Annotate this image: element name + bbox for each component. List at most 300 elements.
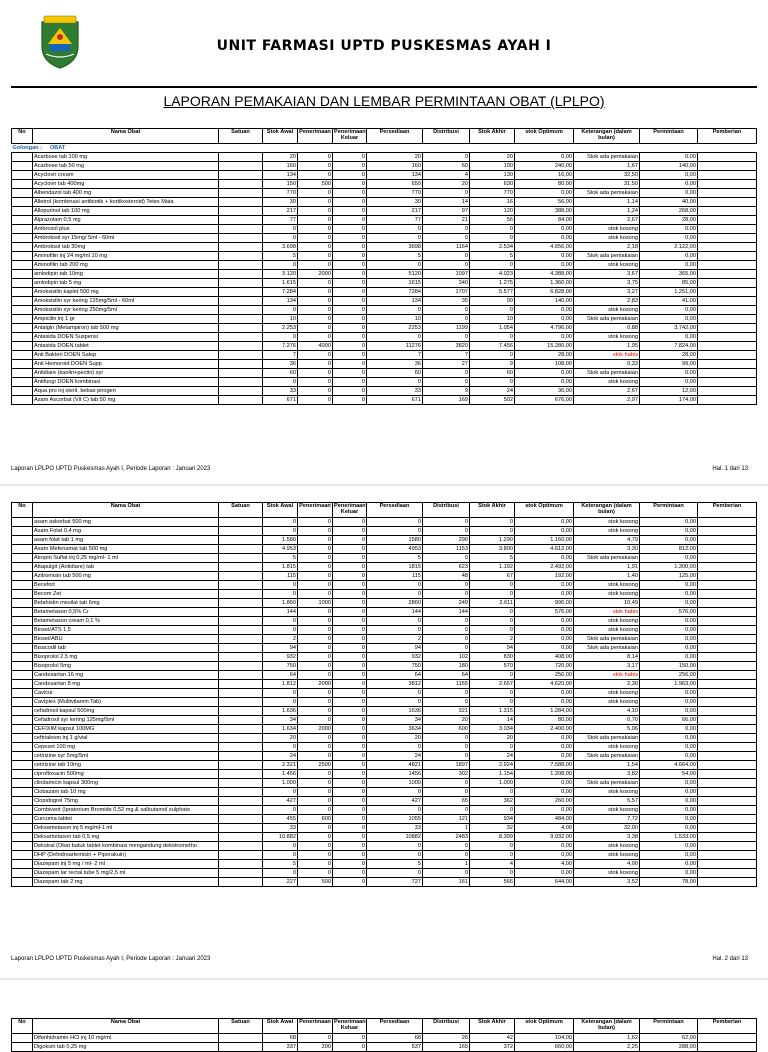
table-cell: 0,00 [640,261,698,270]
table-cell: Diazepam inj 5 mg / ml- 2 ml [33,860,219,869]
table-cell: 0 [333,396,367,405]
table-cell: 0 [333,243,367,252]
table-cell [698,333,757,342]
table-cell [219,725,263,734]
footer-right-page-2: Hal. 2 dari 13 [712,956,748,962]
table-cell: 0 [333,680,367,689]
table-cell: 770 [263,189,298,198]
table-cell: 1,67 [574,162,640,171]
table-cell: 115 [263,572,298,581]
table-cell: 0 [367,743,423,752]
table-cell: 0 [298,743,333,752]
table-cell: Asam Folat 0,4 mg [33,527,219,536]
table-row [12,396,757,405]
table-cell: 0 [333,554,367,563]
table-cell: 0 [333,333,367,342]
table-cell: stok kosong [574,234,640,243]
table-cell: 576,00 [515,608,574,617]
footer-left-page-2: Laporan LPLPO UPTD Puskesmas Ayah I, Periode Laporan : Januari 2023 [11,956,211,962]
table-cell: 0 [333,279,367,288]
table-cell [698,369,757,378]
table-cell: 0 [333,653,367,662]
table-cell: Acarbose tab 50 mg [33,162,219,171]
table-cell: 140,00 [515,297,574,306]
table-cell: 0,00 [640,752,698,761]
table-cell: 42 [470,1034,515,1043]
table-cell: 0 [423,369,470,378]
table-row [12,626,757,635]
column-header: Distribusi [423,129,470,144]
table-cell: 2253 [367,324,423,333]
table-cell [698,644,757,653]
table-cell [219,752,263,761]
table-cell: 2.122,00 [640,243,698,252]
table-cell [698,527,757,536]
table-cell: 0 [423,617,470,626]
table-row [12,869,757,878]
table-cell: 0,00 [640,306,698,315]
table-cell [698,279,757,288]
table-cell: 0 [298,635,333,644]
table-cell: 0 [470,689,515,698]
table-cell: 0 [333,536,367,545]
table-cell: 0 [367,378,423,387]
table-cell: 0 [333,1043,367,1052]
table-cell: 0 [333,545,367,554]
table-cell: 4,00 [515,824,574,833]
table-cell [219,378,263,387]
table-cell [12,797,33,806]
table-cell [12,698,33,707]
table-cell [12,869,33,878]
table-cell [219,225,263,234]
table-cell: 5 [470,554,515,563]
table-cell: 0 [423,869,470,878]
column-header: Permintaan [640,129,698,144]
table-cell: 150 [263,180,298,189]
table-cell [219,824,263,833]
table-cell: 4.620,00 [515,680,574,689]
table-cell [12,315,33,324]
table-cell: 0,00 [640,378,698,387]
table-cell: 0 [470,788,515,797]
table-cell [12,1034,33,1043]
page-separator [0,484,768,486]
table-row [12,590,757,599]
table-cell: 1155 [423,680,470,689]
table-cell: Asam Mefenamat tab 500 mg [33,545,219,554]
table-cell: 4.656,00 [515,243,574,252]
table-cell: 0,00 [640,779,698,788]
table-cell [12,171,33,180]
table-cell: 28,00 [640,351,698,360]
column-header: Persediaan [367,129,423,144]
footer-left-page-1: Laporan LPLPO UPTD Puskesmas Ayah I, Periode Laporan : Januari 2023 [11,466,211,472]
table-cell: 240,00 [515,162,574,171]
table-cell: 1.275 [470,279,515,288]
table-cell [698,608,757,617]
table-row [12,635,757,644]
table-cell: 33 [367,824,423,833]
table-cell [219,234,263,243]
table-cell: 0 [423,851,470,860]
table-cell [12,207,33,216]
table-cell: 1.054 [470,324,515,333]
table-cell: 0 [333,369,367,378]
table-cell: 5 [367,860,423,869]
table-cell: 0 [298,662,333,671]
table-cell: 249 [423,599,470,608]
table-cell [12,779,33,788]
table-cell: 0 [333,572,367,581]
table-row [12,153,757,162]
table-cell: 0 [298,153,333,162]
table-cell: 600 [423,725,470,734]
table-cell [12,824,33,833]
table-cell: 0 [298,563,333,572]
table-cell: 0 [333,743,367,752]
table-cell: Becom Zet [33,590,219,599]
table-cell: 0 [298,252,333,261]
table-cell: 0,00 [640,581,698,590]
table-cell: clindamicin kapsul 300mg [33,779,219,788]
table-cell [12,527,33,536]
table-cell: 20 [367,734,423,743]
table-cell: Asam Ascorbat (Vit C) tab 50 mg [33,396,219,405]
table-cell: 0,00 [515,617,574,626]
table-cell: 108,00 [515,360,574,369]
table-cell: 40,00 [640,198,698,207]
table-cell: 1897 [423,761,470,770]
table-cell: Aminofilin tab 200 mg [33,261,219,270]
table-cell: 0 [333,198,367,207]
table-cell [219,1034,263,1043]
table-row [12,360,757,369]
table-cell: 97 [423,207,470,216]
table-cell [698,698,757,707]
table-cell: Becefort [33,581,219,590]
table-cell: 20 [367,153,423,162]
table-cell: 2.657 [470,680,515,689]
column-header: Penerimaan [298,503,333,518]
table-cell: 0 [423,626,470,635]
table-cell: 0,00 [640,860,698,869]
table-cell: 0,00 [640,333,698,342]
table-cell: 0,00 [515,734,574,743]
table-cell: 8,14 [574,653,640,662]
table-cell: 932 [263,653,298,662]
table-cell [219,617,263,626]
table-cell: Digoksin tab 0,25 mg [33,1043,219,1052]
table-cell: 0 [423,189,470,198]
table-cell: 1.154 [470,770,515,779]
table-cell [12,716,33,725]
table-cell [12,333,33,342]
table-cell: 0 [298,626,333,635]
table-cell [698,752,757,761]
table-cell: 2.400,00 [515,725,574,734]
table-row [12,662,757,671]
table-cell: 10,49 [574,599,640,608]
table-cell: 0 [470,234,515,243]
table-cell: 2000 [298,680,333,689]
table-cell: 30 [367,198,423,207]
table-cell [12,1043,33,1052]
table-cell: Antidiare (kaolin+pectin) syr [33,369,219,378]
table-cell: 0 [263,306,298,315]
table-cell: 20 [470,734,515,743]
table-cell: 0,00 [640,842,698,851]
table-cell: 9 [423,387,470,396]
table-cell: 0 [333,644,367,653]
table-cell [12,351,33,360]
table-cell: 0 [367,617,423,626]
table-cell: 0 [470,806,515,815]
table-cell: 0,00 [640,698,698,707]
table-cell: stok kosong [574,689,640,698]
table-cell: stok habis [574,351,640,360]
table-cell [698,288,757,297]
table-cell: 0 [470,378,515,387]
table-cell: 3,30 [574,545,640,554]
column-header: Nama Obat [33,129,219,144]
table-cell: 1153 [423,545,470,554]
table-row [12,378,757,387]
table-cell: 0 [298,608,333,617]
table-cell: 0,00 [640,180,698,189]
table-cell: 0,88 [574,324,640,333]
table-cell: 268,00 [640,207,698,216]
table-cell: 0,00 [640,189,698,198]
table-cell [219,297,263,306]
table-cell [12,851,33,860]
table-cell [219,288,263,297]
table-cell: Stok ada pemakaian [574,315,640,324]
table-cell: 1,95 [574,342,640,351]
table-row [12,770,757,779]
column-header: Permintaan [640,1019,698,1034]
table-cell: 3,82 [574,770,640,779]
table-cell: 1.000 [470,779,515,788]
table-cell: 0 [470,527,515,536]
table-cell: 0 [470,306,515,315]
table-cell: 0,00 [640,554,698,563]
table-cell [219,563,263,572]
table-cell: 0 [367,806,423,815]
table-cell: 750 [367,662,423,671]
table-cell [12,878,33,887]
table-cell [698,270,757,279]
table-cell: 1.533,00 [640,833,698,842]
table-row [12,324,757,333]
table-cell: 1.812 [263,680,298,689]
table-row [12,653,757,662]
table-cell: 180 [423,662,470,671]
table-cell: 0,00 [640,599,698,608]
table-cell: 7.456 [470,342,515,351]
table-cell: 48 [423,572,470,581]
table-cell: cefadroxil kapsul 500mg [33,707,219,716]
table-cell: 4.953 [263,545,298,554]
table-cell: Albendazol tab 400 mg [33,189,219,198]
table-cell [698,225,757,234]
table-cell [12,707,33,716]
table-cell: 0 [333,626,367,635]
lplpo-table-page-1 [11,128,757,405]
table-cell: 0 [263,617,298,626]
report-title: LAPORAN PEMAKAIAN DAN LEMBAR PERMINTAAN OBAT (LPLPO) [163,93,605,109]
table-cell [12,689,33,698]
table-cell: 134 [367,171,423,180]
table-cell: 144 [367,608,423,617]
table-row [12,725,757,734]
table-row [12,342,757,351]
table-cell [12,734,33,743]
table-cell: 0 [470,671,515,680]
table-cell [12,752,33,761]
table-cell: 3.800 [470,545,515,554]
table-cell: 365,00 [640,270,698,279]
table-row [12,207,757,216]
table-cell: 10 [470,315,515,324]
table-cell: cetirizine syr 5mg/5ml [33,752,219,761]
table-cell: 3,38 [574,833,640,842]
table-cell: 388,00 [515,207,574,216]
table-cell: 2,67 [574,216,640,225]
table-row [12,680,757,689]
table-cell: stok kosong [574,626,640,635]
table-cell: 0,00 [640,788,698,797]
table-cell [12,216,33,225]
table-cell: 0 [333,252,367,261]
table-row [12,536,757,545]
table-cell: 0 [298,387,333,396]
table-cell [12,180,33,189]
table-cell: 0 [333,306,367,315]
table-cell: 0 [298,554,333,563]
table-cell [698,797,757,806]
table-cell: 0 [263,527,298,536]
table-cell: 0,00 [515,626,574,635]
table-cell: 0 [423,752,470,761]
table-cell [698,590,757,599]
table-cell [12,815,33,824]
table-cell: 0 [298,590,333,599]
table-cell: Amoksisilin syr kering 125mg/5ml - 60ml [33,297,219,306]
table-cell: 0,00 [515,378,574,387]
table-cell [698,581,757,590]
table-cell: 1.456 [263,770,298,779]
table-cell: 288,00 [640,1043,698,1052]
table-cell [698,342,757,351]
table-cell [219,153,263,162]
table-cell [219,581,263,590]
table-cell: 35 [423,297,470,306]
table-row [12,878,757,887]
table-cell: 3698 [367,243,423,252]
table-cell: 1.615 [263,279,298,288]
table-cell: 10882 [367,833,423,842]
column-header: Penerimaan Keluar [333,503,367,518]
table-cell: 0 [298,198,333,207]
table-cell: 0 [298,770,333,779]
table-cell: 33 [263,387,298,396]
table-cell [219,207,263,216]
table-cell: 0 [333,581,367,590]
table-cell: 3,17 [574,662,640,671]
table-cell: Anti Bakteri DOEN Salep [33,351,219,360]
table-cell: 676,00 [515,396,574,405]
table-cell: 0 [333,734,367,743]
table-cell [698,360,757,369]
table-cell: stok kosong [574,527,640,536]
table-cell: 160 [263,162,298,171]
column-header: No [12,503,33,518]
column-header: Nama Obat [33,503,219,518]
table-cell: 1707 [423,288,470,297]
table-cell: 99 [470,297,515,306]
table-cell: Alletrol (kombinasi antibiotik + kortikosteroid) Tetes Mata [33,198,219,207]
table-cell: stok kosong [574,851,640,860]
table-cell [219,788,263,797]
table-row [12,306,757,315]
table-cell: 2.611 [470,599,515,608]
table-cell: 1615 [367,279,423,288]
table-cell: Ambroksol syr 15mg/ 5ml - 60ml [33,234,219,243]
table-cell: Bisoprolol 5mg [33,662,219,671]
table-cell: Stok ada pemakaian [574,635,640,644]
table-row [12,527,757,536]
table-cell: 0 [333,824,367,833]
table-row [12,860,757,869]
table-cell: stok kosong [574,590,640,599]
table-cell: 1,62 [574,1034,640,1043]
table-cell: 0 [333,671,367,680]
table-cell: 36 [263,360,298,369]
lplpo-table-page-3 [11,1018,757,1052]
table-cell: 0 [423,518,470,527]
table-cell: 64 [423,671,470,680]
table-cell: 0,00 [515,788,574,797]
table-cell: 21 [423,216,470,225]
table-cell: 0 [298,261,333,270]
table-cell: stok kosong [574,261,640,270]
table-cell [698,261,757,270]
table-cell: 0,00 [515,806,574,815]
table-cell: 0 [367,788,423,797]
table-row [12,671,757,680]
table-cell [698,851,757,860]
table-cell [12,324,33,333]
table-cell [12,770,33,779]
table-cell: 0 [298,806,333,815]
table-cell: 4 [423,171,470,180]
table-cell: 0 [333,725,367,734]
table-cell [12,860,33,869]
table-cell: ciprofloxacin 500mg [33,770,219,779]
table-cell: 0 [470,333,515,342]
table-cell: 1,54 [574,761,640,770]
table-cell: 0 [333,315,367,324]
table-cell: 0 [367,851,423,860]
table-cell: 0,00 [640,644,698,653]
table-cell: 0 [333,207,367,216]
table-cell: 2.924 [470,761,515,770]
table-cell: 0 [333,716,367,725]
table-cell [698,554,757,563]
table-cell [698,162,757,171]
table-cell: 0 [367,590,423,599]
